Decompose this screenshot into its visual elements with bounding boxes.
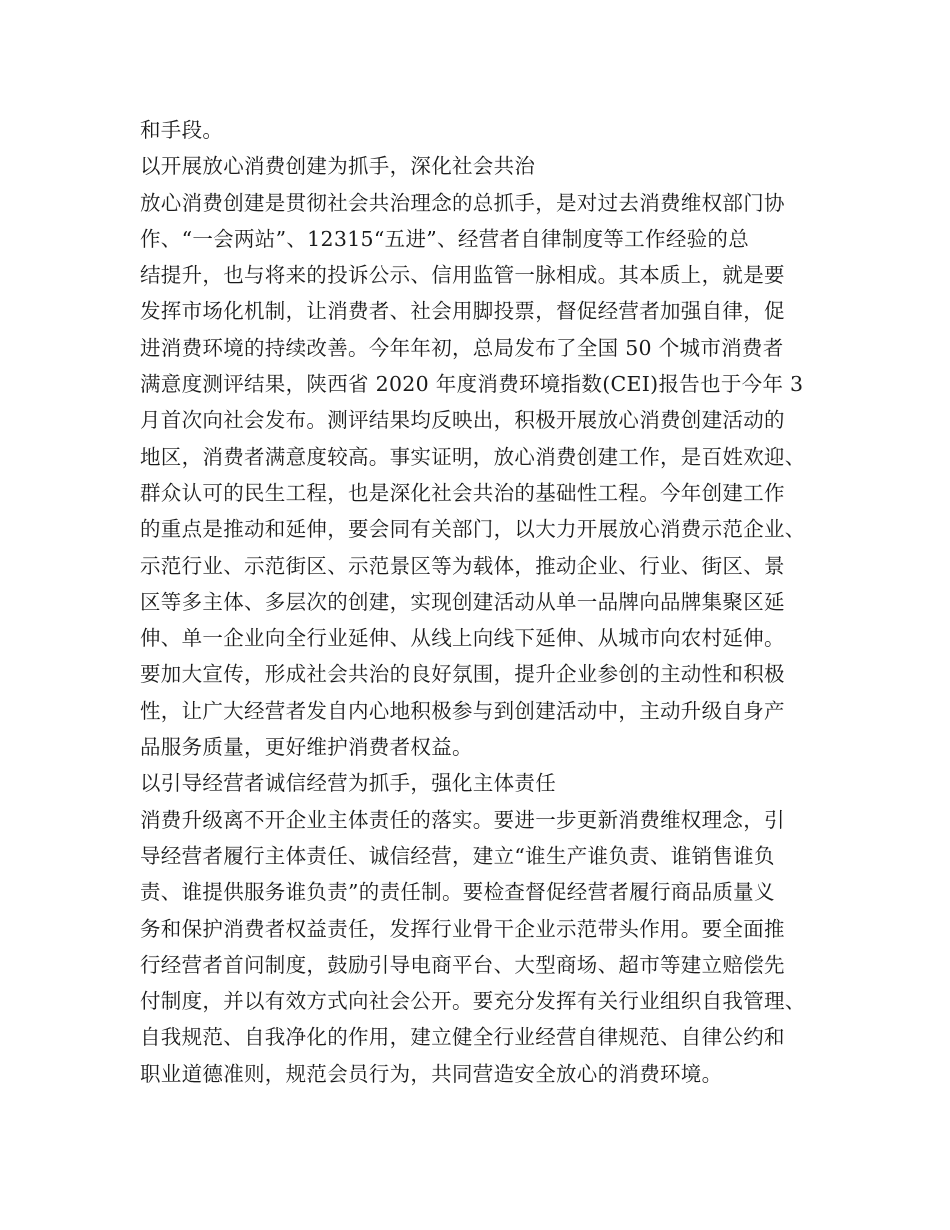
text-line: 责、谁提供服务谁负责”的责任制。要检查督促经营者履行商品质量义 (140, 880, 775, 905)
text-line: 地区，消费者满意度较高。事实证明，放心消费创建工作，是百姓欢迎、 (140, 444, 806, 469)
text-line: 进消费环境的持续改善。今年年初，总局发布了全国 50 个城市消费者 (140, 335, 784, 360)
text-line: 消费升级离不开企业主体责任的落实。要进一步更新消费维权理念，引 (140, 807, 785, 832)
text-line: 满意度测评结果，陕西省 2020 年度消费环境指数(CEI)报告也于今年 3 (140, 372, 804, 397)
text-line: 付制度，并以有效方式向社会公开。要充分发挥有关行业组织自我管理、 (140, 989, 806, 1014)
text-line: 职业道德准则，规范会员行为，共同营造安全放心的消费环境。 (140, 1061, 723, 1086)
text-line: 务和保护消费者权益责任，发挥行业骨干企业示范带头作用。要全面推 (140, 916, 785, 941)
text-line: 自我规范、自我净化的作用，建立健全行业经营自律规范、自律公约和 (140, 1025, 785, 1050)
text-line: 要加大宣传，形成社会共治的良好氛围，提升企业参创的主动性和积极 (140, 662, 785, 687)
text-line: 伸、单一企业向全行业延伸、从线上向线下延伸、从城市向农村延伸。 (140, 626, 785, 651)
text-line: 示范行业、示范街区、示范景区等为载体，推动企业、行业、街区、景 (140, 553, 785, 578)
text-line: 结提升，也与将来的投诉公示、信用监管一脉相成。其本质上，就是要 (140, 263, 785, 288)
text-line: 和手段。 (140, 118, 224, 142)
section-heading: 以引导经营者诚信经营为抓手，强化主体责任 (140, 771, 556, 796)
text-line: 群众认可的民生工程，也是深化社会共治的基础性工程。今年创建工作 (140, 480, 785, 505)
text-line: 月首次向社会发布。测评结果均反映出，积极开展放心消费创建活动的 (140, 408, 785, 433)
text-line: 作、“一会两站”、12315“五进”、经营者自律制度等工作经验的总 (140, 226, 750, 251)
document-body (140, 112, 820, 1092)
text-line: 导经营者履行主体责任、诚信经营，建立“谁生产谁负责、谁销售谁负 (140, 843, 775, 868)
text-line: 放心消费创建是贯彻社会共治理念的总抓手，是对过去消费维权部门协 (140, 190, 785, 215)
text-line: 发挥市场化机制，让消费者、社会用脚投票，督促经营者加强自律，促 (140, 299, 785, 324)
text-line: 的重点是推动和延伸，要会同有关部门，以大力开展放心消费示范企业、 (140, 517, 806, 542)
text-line: 区等多主体、多层次的创建，实现创建活动从单一品牌向品牌集聚区延 (140, 589, 785, 614)
section-heading: 以开展放心消费创建为抓手，深化社会共治 (140, 154, 536, 179)
text-line: 性，让广大经营者发自内心地积极参与到创建活动中，主动升级自身产 (140, 698, 785, 723)
text-line: 行经营者首问制度，鼓励引导电商平台、大型商场、超市等建立赔偿先 (140, 952, 785, 977)
text-line: 品服务质量，更好维护消费者权益。 (140, 735, 473, 760)
